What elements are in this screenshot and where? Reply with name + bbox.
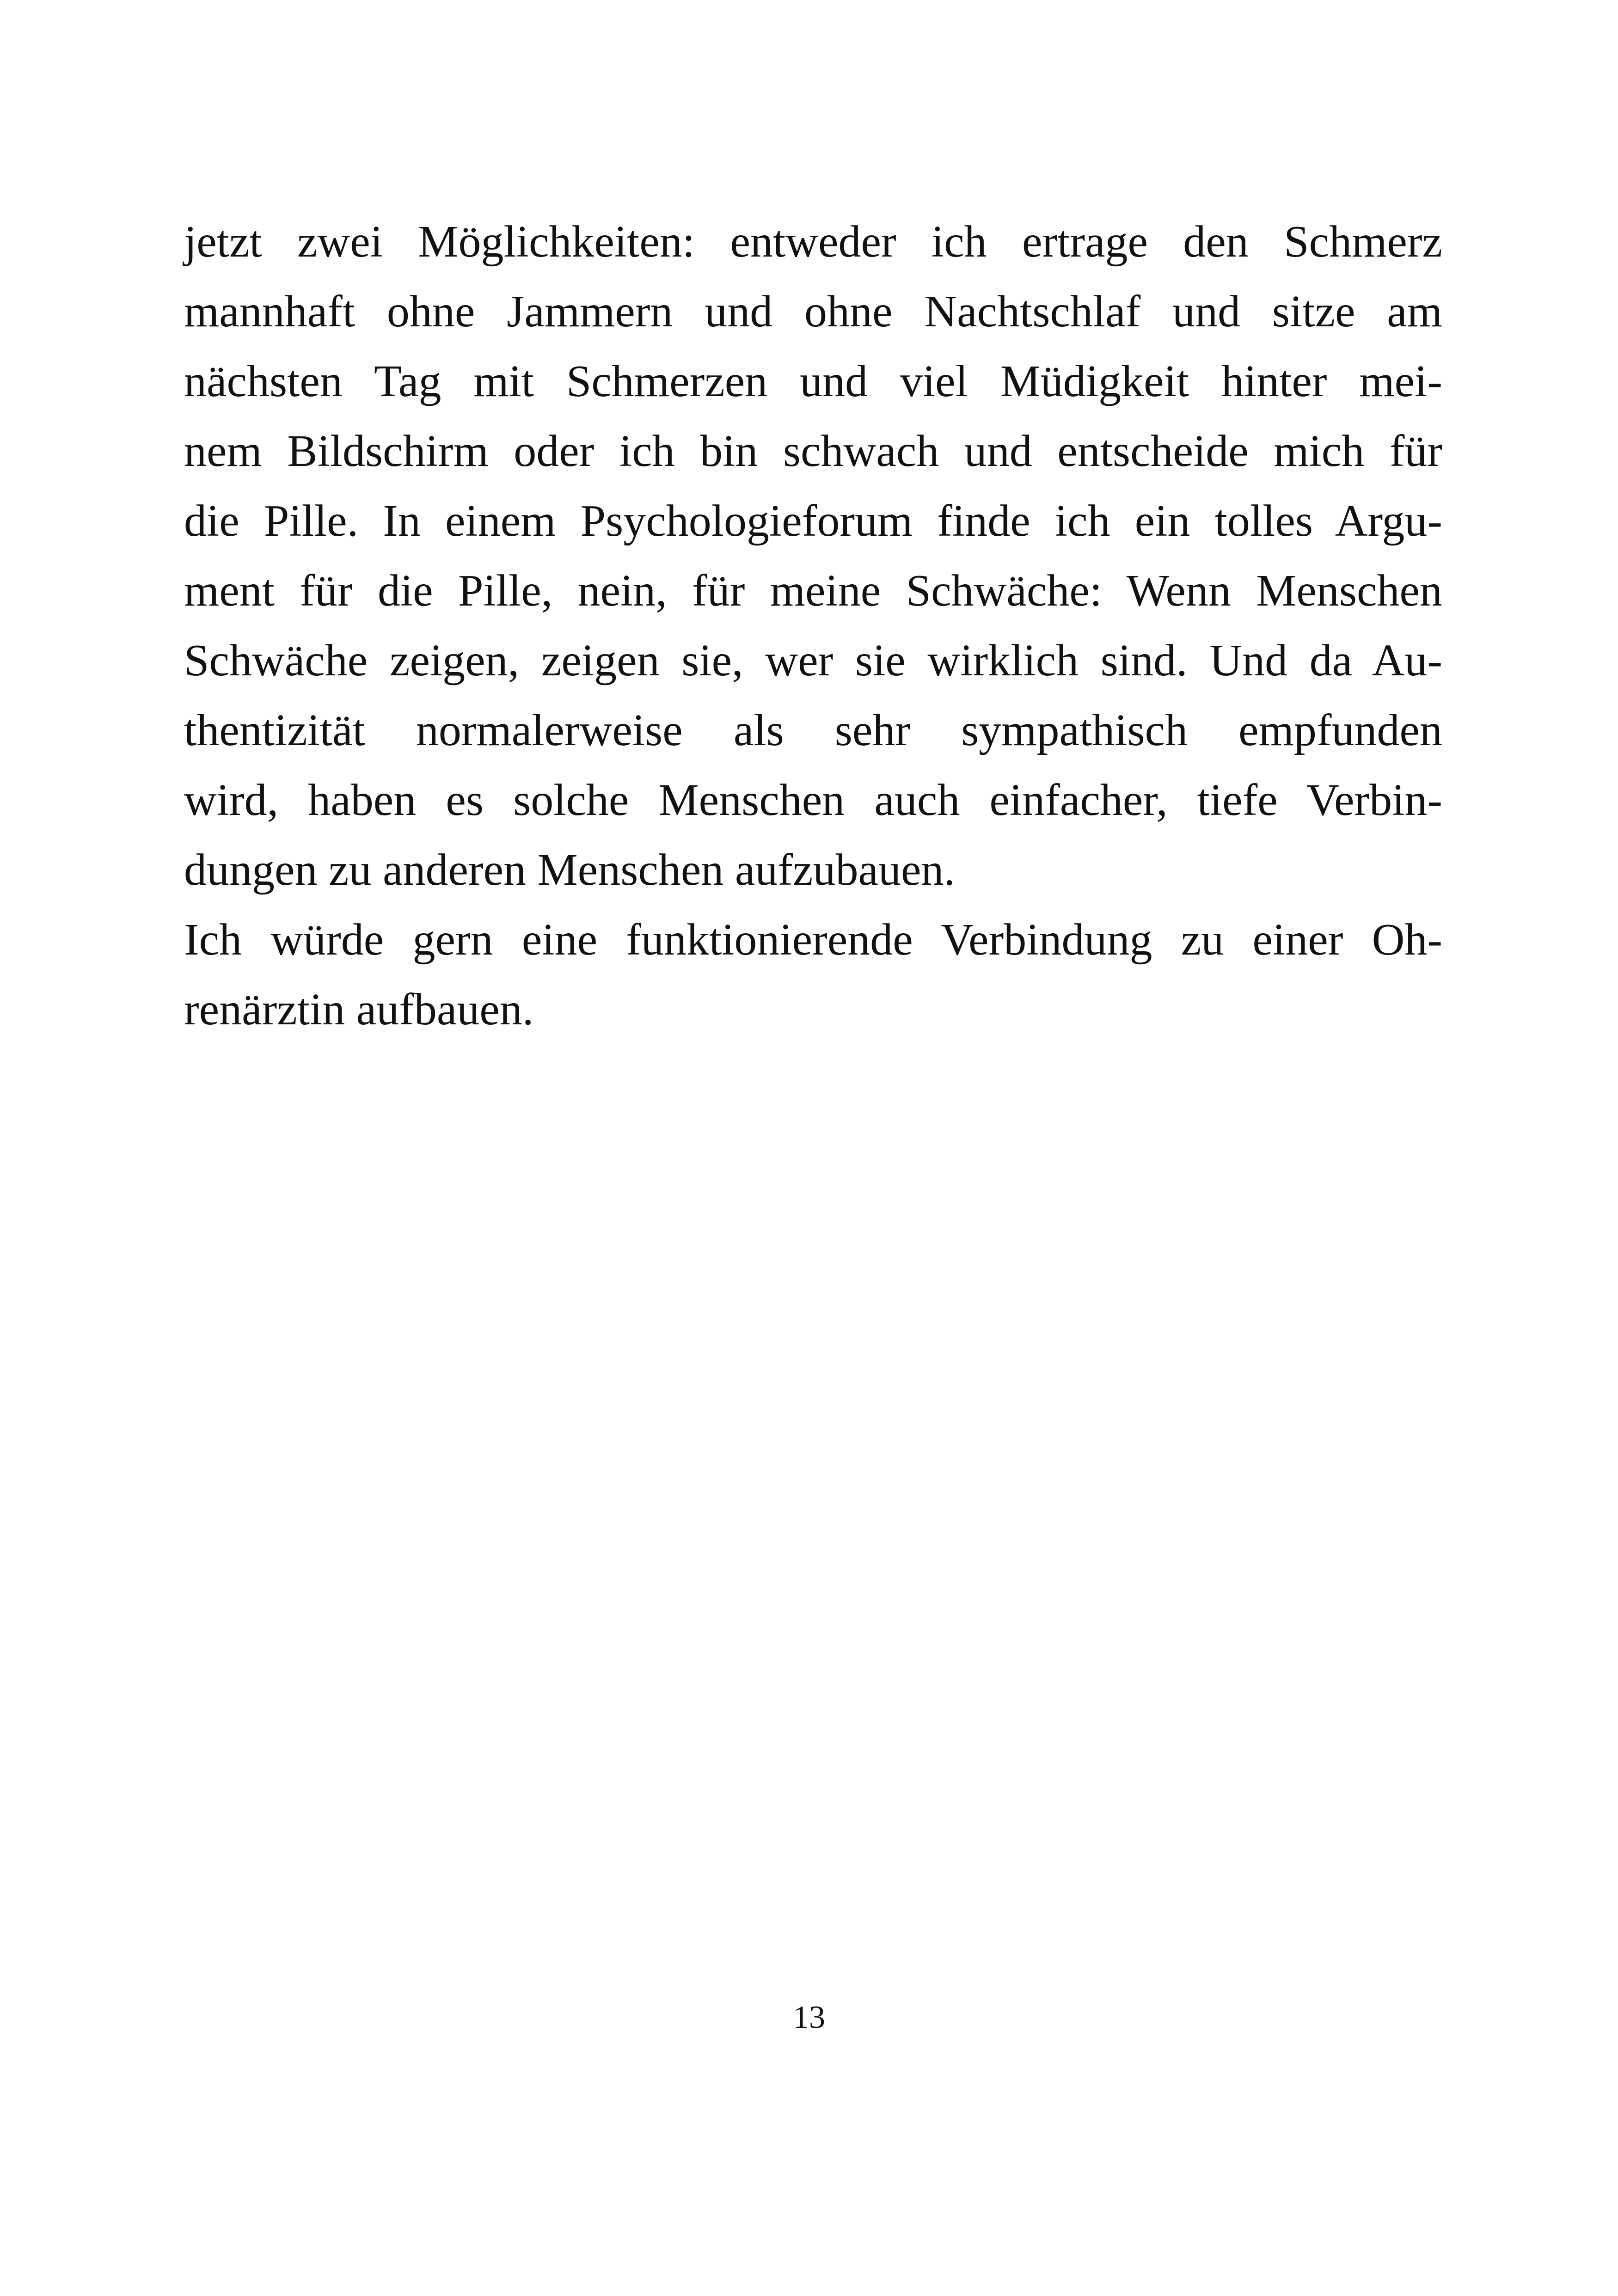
body-text bbox=[184, 207, 1442, 1045]
text-line-11: Ich würde gern eine funktionierende Verbindung zu einer Oh- bbox=[184, 915, 1442, 965]
text-line-2: mannhaft ohne Jammern und ohne Nachtschlaf und sitze am bbox=[184, 287, 1442, 337]
text-line-4: nem Bildschirm oder ich bin schwach und entscheide mich für bbox=[184, 426, 1442, 476]
text-line-8: thentizität normalerweise als sehr sympathisch empfunden bbox=[184, 705, 1442, 755]
text-line-6: ment für die Pille, nein, für meine Schwäche: Wenn Menschen bbox=[184, 566, 1442, 616]
text-line-10: dungen zu anderen Menschen aufzubauen. bbox=[184, 845, 956, 895]
text-line-3: nächsten Tag mit Schmerzen und viel Müdigkeit hinter mei- bbox=[184, 356, 1442, 406]
text-line-1: jetzt zwei Möglichkeiten: entweder ich ertrage den Schmerz bbox=[184, 217, 1442, 267]
text-line-9: wird, haben es solche Menschen auch einfacher, tiefe Verbin- bbox=[184, 775, 1442, 825]
text-line-12: renärztin aufbauen. bbox=[184, 985, 534, 1035]
text-line-5: die Pille. In einem Psychologieforum finde ich ein tolles Argu- bbox=[184, 496, 1442, 546]
page-number: 13 bbox=[793, 2000, 825, 2035]
text-line-7: Schwäche zeigen, zeigen sie, wer sie wirklich sind. Und da Au- bbox=[184, 636, 1442, 686]
